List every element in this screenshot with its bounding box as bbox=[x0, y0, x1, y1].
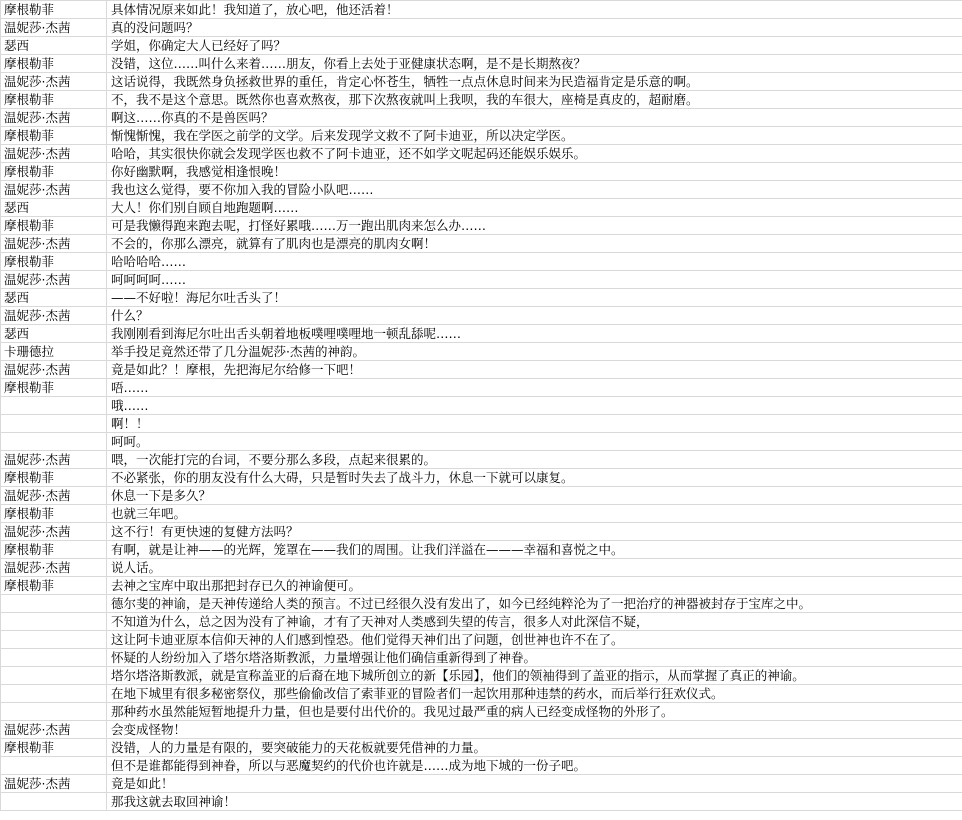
dialogue-row bbox=[1, 775, 962, 793]
dialogue-row bbox=[1, 127, 962, 145]
speaker-cell[interactable]: 摩根勒菲 bbox=[1, 91, 107, 109]
speaker-cell[interactable]: 瑟西 bbox=[1, 199, 107, 217]
dialogue-row bbox=[1, 703, 962, 721]
speaker-cell[interactable] bbox=[1, 415, 107, 433]
line-cell[interactable]: 真的没问题吗？ bbox=[107, 19, 962, 37]
line-cell[interactable]: 塔尔塔洛斯教派，就是宣称盖亚的后裔在地下城所创立的新【乐园】，他们的领袖得到了盖亚的指示，从而掌握了真正的神谕。 bbox=[107, 667, 962, 685]
dialogue-row bbox=[1, 199, 962, 217]
speaker-cell[interactable] bbox=[1, 631, 107, 649]
line-cell[interactable]: 没错，这位……叫什么来着……朋友，你看上去处于亚健康状态啊，是不是长期熬夜？ bbox=[107, 55, 962, 73]
dialogue-row bbox=[1, 379, 962, 397]
dialogue-row bbox=[1, 361, 962, 379]
dialogue-row bbox=[1, 397, 962, 415]
line-cell[interactable]: 这不行！有更快速的复健方法吗？ bbox=[107, 523, 962, 541]
speaker-cell[interactable]: 温妮莎·杰茜 bbox=[1, 307, 107, 325]
dialogue-row bbox=[1, 685, 962, 703]
speaker-cell[interactable]: 温妮莎·杰茜 bbox=[1, 361, 107, 379]
dialogue-row bbox=[1, 451, 962, 469]
dialogue-row bbox=[1, 433, 962, 451]
speaker-cell[interactable]: 温妮莎·杰茜 bbox=[1, 181, 107, 199]
line-cell[interactable]: 竟是如此！ bbox=[107, 775, 962, 793]
line-cell[interactable]: 喂，一次能打完的台词，不要分那么多段，点起来很累的。 bbox=[107, 451, 962, 469]
speaker-cell[interactable]: 瑟西 bbox=[1, 325, 107, 343]
line-cell[interactable]: 没错，人的力量是有限的，要突破能力的天花板就要凭借神的力量。 bbox=[107, 739, 962, 757]
dialogue-row bbox=[1, 235, 962, 253]
line-cell[interactable]: 唔…… bbox=[107, 379, 962, 397]
speaker-cell[interactable]: 温妮莎·杰茜 bbox=[1, 271, 107, 289]
line-cell[interactable]: 去神之宝库中取出那把封存已久的神谕便可。 bbox=[107, 577, 962, 595]
dialogue-row bbox=[1, 19, 962, 37]
speaker-cell[interactable]: 温妮莎·杰茜 bbox=[1, 523, 107, 541]
dialogue-row bbox=[1, 541, 962, 559]
line-cell[interactable]: 哈哈哈哈…… bbox=[107, 253, 962, 271]
dialogue-row bbox=[1, 667, 962, 685]
speaker-cell[interactable]: 摩根勒菲 bbox=[1, 577, 107, 595]
line-cell[interactable]: 什么？ bbox=[107, 307, 962, 325]
speaker-cell[interactable]: 摩根勒菲 bbox=[1, 163, 107, 181]
line-cell[interactable]: 怀疑的人纷纷加入了塔尔塔洛斯教派，力量增强让他们确信重新得到了神眷。 bbox=[107, 649, 962, 667]
speaker-cell[interactable]: 温妮莎·杰茜 bbox=[1, 451, 107, 469]
line-cell[interactable]: 竟是如此？！摩根，先把海尼尔给修一下吧！ bbox=[107, 361, 962, 379]
line-cell[interactable]: 大人！你们别自顾自地跑题啊…… bbox=[107, 199, 962, 217]
dialogue-row bbox=[1, 325, 962, 343]
speaker-cell[interactable]: 摩根勒菲 bbox=[1, 739, 107, 757]
line-cell[interactable]: 我刚刚看到海尼尔吐出舌头朝着地板噗哩噗哩地一顿乱舔呢…… bbox=[107, 325, 962, 343]
line-cell[interactable]: 但不是谁都能得到神眷，所以与恶魔契约的代价也许就是……成为地下城的一份子吧。 bbox=[107, 757, 962, 775]
dialogue-row bbox=[1, 793, 962, 811]
line-cell[interactable]: 哈哈，其实很快你就会发现学医也救不了阿卡迪亚，还不如学文呢起码还能娱乐娱乐。 bbox=[107, 145, 962, 163]
speaker-cell[interactable]: 温妮莎·杰茜 bbox=[1, 145, 107, 163]
speaker-cell[interactable]: 卡珊德拉 bbox=[1, 343, 107, 361]
line-cell[interactable]: 呵呵呵呵…… bbox=[107, 271, 962, 289]
dialogue-row bbox=[1, 37, 962, 55]
line-cell[interactable]: 惭愧惭愧，我在学医之前学的文学。后来发现学文救不了阿卡迪亚，所以决定学医。 bbox=[107, 127, 962, 145]
speaker-cell[interactable] bbox=[1, 685, 107, 703]
line-cell[interactable]: ——不好啦！海尼尔吐舌头了！ bbox=[107, 289, 962, 307]
line-cell[interactable]: 休息一下是多久？ bbox=[107, 487, 962, 505]
speaker-cell[interactable]: 温妮莎·杰茜 bbox=[1, 109, 107, 127]
dialogue-row bbox=[1, 289, 962, 307]
line-cell[interactable]: 这让阿卡迪亚原本信仰天神的人们感到惶恐。他们觉得天神们出了问题，创世神也许不在了。 bbox=[107, 631, 962, 649]
dialogue-row bbox=[1, 73, 962, 91]
dialogue-row bbox=[1, 559, 962, 577]
speaker-cell[interactable] bbox=[1, 793, 107, 811]
line-cell[interactable]: 具体情况原来如此！我知道了，放心吧，他还活着！ bbox=[107, 1, 962, 19]
speaker-cell[interactable]: 瑟西 bbox=[1, 37, 107, 55]
speaker-cell[interactable] bbox=[1, 613, 107, 631]
dialogue-row bbox=[1, 145, 962, 163]
dialogue-row bbox=[1, 487, 962, 505]
speaker-cell[interactable] bbox=[1, 703, 107, 721]
line-cell[interactable]: 这话说得，我既然身负拯救世界的重任，肯定心怀苍生，牺牲一点点休息时间来为民造福肯定是乐意的啊。 bbox=[107, 73, 962, 91]
dialogue-row bbox=[1, 217, 962, 235]
speaker-cell[interactable]: 温妮莎·杰茜 bbox=[1, 19, 107, 37]
line-cell[interactable]: 那种药水虽然能短暂地提升力量，但也是要付出代价的。我见过最严重的病人已经变成怪物的外形了。 bbox=[107, 703, 962, 721]
dialogue-row bbox=[1, 505, 962, 523]
line-cell[interactable]: 在地下城里有很多秘密祭仪，那些偷偷改信了索菲亚的冒险者们一起饮用那种违禁的药水，而后举行狂欢仪式。 bbox=[107, 685, 962, 703]
dialogue-row bbox=[1, 649, 962, 667]
dialogue-row bbox=[1, 415, 962, 433]
line-cell[interactable]: 你好幽默啊，我感觉相逢恨晚！ bbox=[107, 163, 962, 181]
line-cell[interactable]: 哦…… bbox=[107, 397, 962, 415]
speaker-cell[interactable]: 摩根勒菲 bbox=[1, 1, 107, 19]
line-cell[interactable]: 举手投足竟然还带了几分温妮莎·杰茜的神韵。 bbox=[107, 343, 962, 361]
dialogue-row bbox=[1, 91, 962, 109]
speaker-cell[interactable]: 摩根勒菲 bbox=[1, 253, 107, 271]
dialogue-row bbox=[1, 55, 962, 73]
speaker-cell[interactable]: 摩根勒菲 bbox=[1, 127, 107, 145]
speaker-cell[interactable]: 摩根勒菲 bbox=[1, 469, 107, 487]
line-cell[interactable]: 学姐，你确定大人已经好了吗？ bbox=[107, 37, 962, 55]
dialogue-row bbox=[1, 271, 962, 289]
speaker-cell[interactable]: 摩根勒菲 bbox=[1, 55, 107, 73]
speaker-cell[interactable] bbox=[1, 649, 107, 667]
speaker-cell[interactable] bbox=[1, 595, 107, 613]
line-cell[interactable]: 不知道为什么，总之因为没有了神谕，才有了天神对人类感到失望的传言，很多人对此深信不疑， bbox=[107, 613, 962, 631]
speaker-cell[interactable]: 摩根勒菲 bbox=[1, 217, 107, 235]
dialogue-row bbox=[1, 739, 962, 757]
line-cell[interactable]: 我也这么觉得，要不你加入我的冒险小队吧…… bbox=[107, 181, 962, 199]
speaker-cell[interactable]: 温妮莎·杰茜 bbox=[1, 559, 107, 577]
speaker-cell[interactable]: 瑟西 bbox=[1, 289, 107, 307]
dialogue-row bbox=[1, 613, 962, 631]
dialogue-row bbox=[1, 523, 962, 541]
speaker-cell[interactable]: 温妮莎·杰茜 bbox=[1, 73, 107, 91]
line-cell[interactable]: 不会的，你那么漂亮，就算有了肌肉也是漂亮的肌肉女啊！ bbox=[107, 235, 962, 253]
speaker-cell[interactable]: 温妮莎·杰茜 bbox=[1, 721, 107, 739]
line-cell[interactable]: 不，我不是这个意思。既然你也喜欢熬夜，那下次熬夜就叫上我呗，我的车很大，座椅是真皮的，超耐磨。 bbox=[107, 91, 962, 109]
line-cell[interactable]: 啊这……你真的不是兽医吗？ bbox=[107, 109, 962, 127]
dialogue-row bbox=[1, 343, 962, 361]
speaker-cell[interactable]: 摩根勒菲 bbox=[1, 505, 107, 523]
speaker-cell[interactable]: 温妮莎·杰茜 bbox=[1, 775, 107, 793]
dialogue-row bbox=[1, 469, 962, 487]
dialogue-row bbox=[1, 721, 962, 739]
line-cell[interactable]: 呵呵。 bbox=[107, 433, 962, 451]
speaker-cell[interactable]: 温妮莎·杰茜 bbox=[1, 235, 107, 253]
line-cell[interactable]: 德尔斐的神谕，是天神传递给人类的预言。不过已经很久没有发出了，如今已经纯粹沦为了一把治疗的神器被封存于宝库之中。 bbox=[107, 595, 962, 613]
dialogue-row bbox=[1, 631, 962, 649]
line-cell[interactable]: 可是我懒得跑来跑去呢，打怪好累哦……万一跑出肌肉来怎么办…… bbox=[107, 217, 962, 235]
dialogue-row bbox=[1, 1, 962, 19]
line-cell[interactable]: 会变成怪物！ bbox=[107, 721, 962, 739]
speaker-cell[interactable]: 摩根勒菲 bbox=[1, 379, 107, 397]
dialogue-rows bbox=[1, 1, 962, 811]
line-cell[interactable]: 说人话。 bbox=[107, 559, 962, 577]
speaker-cell[interactable]: 温妮莎·杰茜 bbox=[1, 487, 107, 505]
dialogue-row bbox=[1, 577, 962, 595]
speaker-cell[interactable]: 摩根勒菲 bbox=[1, 541, 107, 559]
dialogue-row bbox=[1, 757, 962, 775]
dialogue-row bbox=[1, 109, 962, 127]
speaker-cell[interactable] bbox=[1, 397, 107, 415]
dialogue-row bbox=[1, 163, 962, 181]
dialogue-row bbox=[1, 307, 962, 325]
dialogue-row bbox=[1, 595, 962, 613]
line-cell[interactable]: 不必紧张，你的朋友没有什么大碍，只是暂时失去了战斗力，休息一下就可以康复。 bbox=[107, 469, 962, 487]
dialogue-row bbox=[1, 253, 962, 271]
speaker-cell[interactable] bbox=[1, 433, 107, 451]
line-cell[interactable]: 有啊，就是让神——的光辉，笼罩在——我们的周围。让我们洋溢在———幸福和喜悦之中。 bbox=[107, 541, 962, 559]
speaker-cell[interactable] bbox=[1, 667, 107, 685]
line-cell[interactable]: 那我这就去取回神谕！ bbox=[107, 793, 962, 811]
line-cell[interactable]: 啊！！ bbox=[107, 415, 962, 433]
speaker-cell[interactable] bbox=[1, 757, 107, 775]
line-cell[interactable]: 也就三年吧。 bbox=[107, 505, 962, 523]
dialogue-row bbox=[1, 181, 962, 199]
